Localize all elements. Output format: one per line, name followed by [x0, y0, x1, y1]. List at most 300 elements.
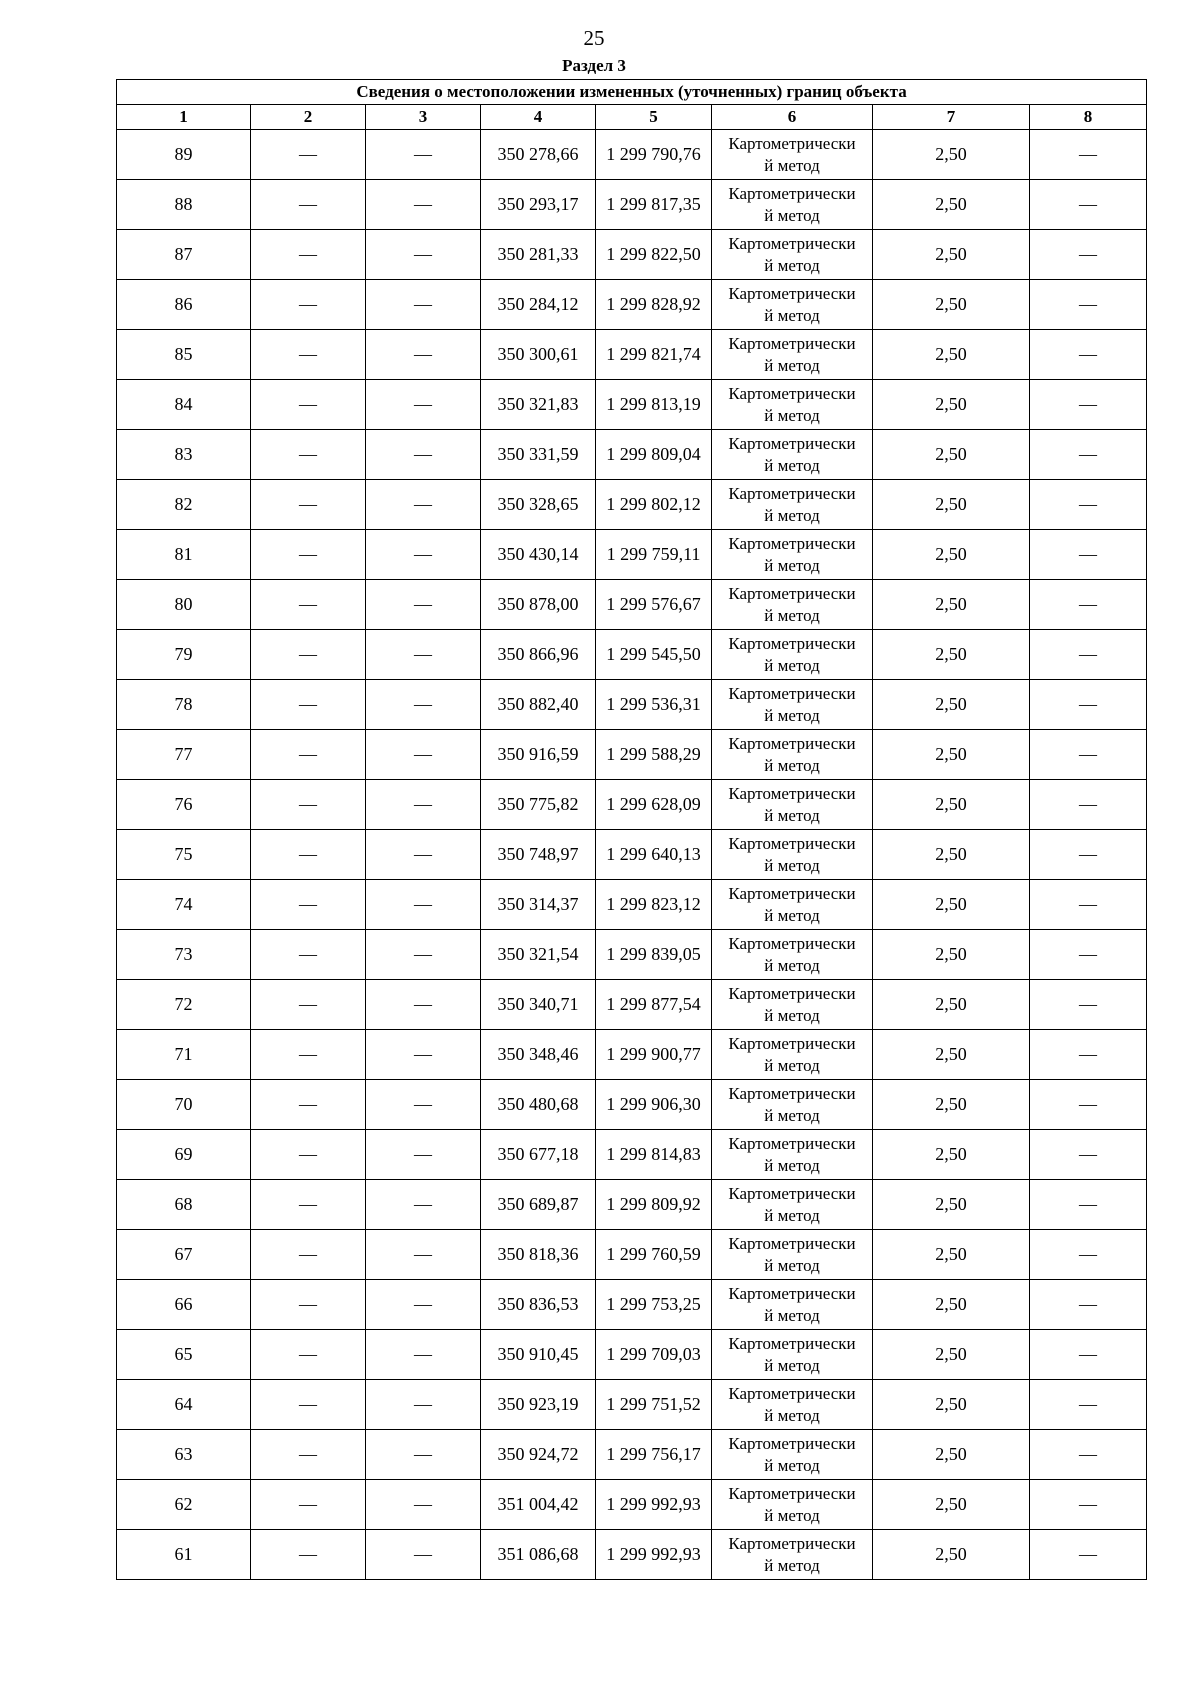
column-8-value: — [1030, 1030, 1147, 1080]
table-row [117, 1280, 1147, 1330]
method [712, 1480, 873, 1530]
method [712, 830, 873, 880]
x-coordinate: 350 293,17 [481, 180, 596, 230]
method-line-2: й метод [764, 605, 820, 625]
column-2-value: — [251, 930, 366, 980]
column-number: 8 [1030, 105, 1147, 130]
y-coordinate: 1 299 760,59 [596, 1230, 712, 1280]
column-8-value: — [1030, 280, 1147, 330]
column-2-value: — [251, 1480, 366, 1530]
method-line-2: й метод [764, 755, 820, 775]
method-line-1: Картометрически [728, 1033, 856, 1053]
column-3-value: — [366, 1480, 481, 1530]
y-coordinate: 1 299 906,30 [596, 1080, 712, 1130]
column-3-value: — [366, 330, 481, 380]
method [712, 730, 873, 780]
x-coordinate: 350 866,96 [481, 630, 596, 680]
column-8-value: — [1030, 130, 1147, 180]
x-coordinate: 350 748,97 [481, 830, 596, 880]
y-coordinate: 1 299 628,09 [596, 780, 712, 830]
method [712, 1130, 873, 1180]
accuracy-value: 2,50 [873, 980, 1030, 1030]
accuracy-value: 2,50 [873, 780, 1030, 830]
method-line-2: й метод [764, 1255, 820, 1275]
y-coordinate: 1 299 756,17 [596, 1430, 712, 1480]
method-line-1: Картометрически [728, 733, 856, 753]
method-line-1: Картометрически [728, 183, 856, 203]
method [712, 1380, 873, 1430]
column-2-value: — [251, 180, 366, 230]
x-coordinate: 350 480,68 [481, 1080, 596, 1130]
column-2-value: — [251, 1380, 366, 1430]
accuracy-value: 2,50 [873, 730, 1030, 780]
method [712, 1330, 873, 1380]
column-number-row [117, 105, 1147, 130]
method-line-1: Картометрически [728, 1383, 856, 1403]
column-3-value: — [366, 530, 481, 580]
point-number: 89 [117, 130, 251, 180]
x-coordinate: 350 836,53 [481, 1280, 596, 1330]
column-8-value: — [1030, 1180, 1147, 1230]
method-line-1: Картометрически [728, 883, 856, 903]
method-line-1: Картометрически [728, 833, 856, 853]
accuracy-value: 2,50 [873, 680, 1030, 730]
x-coordinate: 350 328,65 [481, 480, 596, 530]
accuracy-value: 2,50 [873, 180, 1030, 230]
table-row [117, 630, 1147, 680]
point-number: 75 [117, 830, 251, 880]
y-coordinate: 1 299 877,54 [596, 980, 712, 1030]
x-coordinate: 350 775,82 [481, 780, 596, 830]
method [712, 130, 873, 180]
accuracy-value: 2,50 [873, 330, 1030, 380]
column-2-value: — [251, 680, 366, 730]
point-number: 69 [117, 1130, 251, 1180]
column-2-value: — [251, 980, 366, 1030]
method [712, 630, 873, 680]
point-number: 66 [117, 1280, 251, 1330]
method-line-1: Картометрически [728, 583, 856, 603]
x-coordinate: 350 923,19 [481, 1380, 596, 1430]
column-3-value: — [366, 1330, 481, 1380]
method-line-2: й метод [764, 205, 820, 225]
y-coordinate: 1 299 588,29 [596, 730, 712, 780]
column-8-value: — [1030, 680, 1147, 730]
column-2-value: — [251, 1230, 366, 1280]
table-row [117, 130, 1147, 180]
method-line-1: Картометрически [728, 233, 856, 253]
column-3-value: — [366, 1230, 481, 1280]
method-line-1: Картометрически [728, 433, 856, 453]
accuracy-value: 2,50 [873, 1330, 1030, 1380]
accuracy-value: 2,50 [873, 1080, 1030, 1130]
y-coordinate: 1 299 992,93 [596, 1480, 712, 1530]
point-number: 87 [117, 230, 251, 280]
column-2-value: — [251, 780, 366, 830]
column-8-value: — [1030, 380, 1147, 430]
y-coordinate: 1 299 759,11 [596, 530, 712, 580]
column-2-value: — [251, 880, 366, 930]
table-caption: Сведения о местоположении измененных (уточненных) границ объекта [117, 80, 1147, 105]
x-coordinate: 350 321,83 [481, 380, 596, 430]
column-2-value: — [251, 1330, 366, 1380]
method-line-2: й метод [764, 355, 820, 375]
column-3-value: — [366, 280, 481, 330]
y-coordinate: 1 299 709,03 [596, 1330, 712, 1380]
point-number: 80 [117, 580, 251, 630]
table-row [117, 430, 1147, 480]
point-number: 61 [117, 1530, 251, 1580]
column-number: 5 [596, 105, 712, 130]
point-number: 70 [117, 1080, 251, 1130]
column-3-value: — [366, 180, 481, 230]
method [712, 1080, 873, 1130]
accuracy-value: 2,50 [873, 830, 1030, 880]
column-8-value: — [1030, 430, 1147, 480]
column-8-value: — [1030, 1380, 1147, 1430]
point-number: 77 [117, 730, 251, 780]
method-line-2: й метод [764, 1005, 820, 1025]
accuracy-value: 2,50 [873, 1380, 1030, 1430]
point-number: 74 [117, 880, 251, 930]
method-line-1: Картометрически [728, 1183, 856, 1203]
accuracy-value: 2,50 [873, 1480, 1030, 1530]
column-3-value: — [366, 1130, 481, 1180]
method-line-2: й метод [764, 255, 820, 275]
column-2-value: — [251, 1530, 366, 1580]
accuracy-value: 2,50 [873, 480, 1030, 530]
point-number: 81 [117, 530, 251, 580]
accuracy-value: 2,50 [873, 1530, 1030, 1580]
y-coordinate: 1 299 813,19 [596, 380, 712, 430]
column-2-value: — [251, 730, 366, 780]
column-8-value: — [1030, 330, 1147, 380]
accuracy-value: 2,50 [873, 930, 1030, 980]
x-coordinate: 350 882,40 [481, 680, 596, 730]
column-8-value: — [1030, 230, 1147, 280]
method [712, 1430, 873, 1480]
column-2-value: — [251, 330, 366, 380]
table-row [117, 1430, 1147, 1480]
column-8-value: — [1030, 630, 1147, 680]
table-row [117, 780, 1147, 830]
x-coordinate: 350 284,12 [481, 280, 596, 330]
method [712, 280, 873, 330]
point-number: 79 [117, 630, 251, 680]
y-coordinate: 1 299 809,04 [596, 430, 712, 480]
point-number: 76 [117, 780, 251, 830]
table-row [117, 230, 1147, 280]
method-line-2: й метод [764, 855, 820, 875]
table-caption-row [117, 80, 1147, 105]
x-coordinate: 350 278,66 [481, 130, 596, 180]
column-3-value: — [366, 830, 481, 880]
method-line-1: Картометрически [728, 283, 856, 303]
column-3-value: — [366, 480, 481, 530]
y-coordinate: 1 299 576,67 [596, 580, 712, 630]
column-8-value: — [1030, 880, 1147, 930]
y-coordinate: 1 299 790,76 [596, 130, 712, 180]
table-row [117, 330, 1147, 380]
table-row [117, 1480, 1147, 1530]
x-coordinate: 350 878,00 [481, 580, 596, 630]
column-number: 6 [712, 105, 873, 130]
y-coordinate: 1 299 640,13 [596, 830, 712, 880]
column-3-value: — [366, 1180, 481, 1230]
x-coordinate: 350 281,33 [481, 230, 596, 280]
column-number: 7 [873, 105, 1030, 130]
x-coordinate: 350 677,18 [481, 1130, 596, 1180]
y-coordinate: 1 299 809,92 [596, 1180, 712, 1230]
method-line-1: Картометрически [728, 1083, 856, 1103]
column-2-value: — [251, 830, 366, 880]
table-row [117, 1130, 1147, 1180]
column-2-value: — [251, 430, 366, 480]
column-2-value: — [251, 230, 366, 280]
x-coordinate: 350 916,59 [481, 730, 596, 780]
column-2-value: — [251, 630, 366, 680]
table-row [117, 1080, 1147, 1130]
table-row [117, 680, 1147, 730]
method-line-2: й метод [764, 1455, 820, 1475]
page-number: 25 [583, 26, 605, 50]
column-number: 4 [481, 105, 596, 130]
column-3-value: — [366, 380, 481, 430]
column-8-value: — [1030, 1230, 1147, 1280]
column-2-value: — [251, 1180, 366, 1230]
column-2-value: — [251, 1030, 366, 1080]
column-8-value: — [1030, 1130, 1147, 1180]
method-line-2: й метод [764, 1155, 820, 1175]
table-row [117, 730, 1147, 780]
table-row [117, 480, 1147, 530]
column-2-value: — [251, 1130, 366, 1180]
x-coordinate: 350 818,36 [481, 1230, 596, 1280]
table-row [117, 280, 1147, 330]
column-2-value: — [251, 1280, 366, 1330]
x-coordinate: 350 314,37 [481, 880, 596, 930]
column-3-value: — [366, 1380, 481, 1430]
column-3-value: — [366, 880, 481, 930]
accuracy-value: 2,50 [873, 130, 1030, 180]
method [712, 580, 873, 630]
method-line-1: Картометрически [728, 383, 856, 403]
column-8-value: — [1030, 580, 1147, 630]
method [712, 230, 873, 280]
point-number: 85 [117, 330, 251, 380]
x-coordinate: 350 924,72 [481, 1430, 596, 1480]
accuracy-value: 2,50 [873, 580, 1030, 630]
method-line-1: Картометрически [728, 983, 856, 1003]
point-number: 84 [117, 380, 251, 430]
x-coordinate: 350 340,71 [481, 980, 596, 1030]
method-line-2: й метод [764, 655, 820, 675]
column-3-value: — [366, 430, 481, 480]
column-2-value: — [251, 1430, 366, 1480]
column-3-value: — [366, 930, 481, 980]
x-coordinate: 350 430,14 [481, 530, 596, 580]
column-2-value: — [251, 1080, 366, 1130]
method [712, 430, 873, 480]
method-line-1: Картометрически [728, 533, 856, 553]
x-coordinate: 350 910,45 [481, 1330, 596, 1380]
y-coordinate: 1 299 992,93 [596, 1530, 712, 1580]
column-8-value: — [1030, 1430, 1147, 1480]
accuracy-value: 2,50 [873, 380, 1030, 430]
column-8-value: — [1030, 530, 1147, 580]
y-coordinate: 1 299 900,77 [596, 1030, 712, 1080]
method-line-2: й метод [764, 905, 820, 925]
point-number: 72 [117, 980, 251, 1030]
column-3-value: — [366, 1080, 481, 1130]
x-coordinate: 351 004,42 [481, 1480, 596, 1530]
y-coordinate: 1 299 751,52 [596, 1380, 712, 1430]
method [712, 1030, 873, 1080]
method-line-2: й метод [764, 1205, 820, 1225]
method-line-1: Картометрически [728, 1333, 856, 1353]
y-coordinate: 1 299 823,12 [596, 880, 712, 930]
boundary-coordinates-table [116, 79, 1147, 1580]
method-line-1: Картометрически [728, 133, 856, 153]
point-number: 86 [117, 280, 251, 330]
column-8-value: — [1030, 1330, 1147, 1380]
x-coordinate: 350 331,59 [481, 430, 596, 480]
method-line-2: й метод [764, 505, 820, 525]
method [712, 780, 873, 830]
method-line-2: й метод [764, 155, 820, 175]
method-line-1: Картометрически [728, 933, 856, 953]
point-number: 68 [117, 1180, 251, 1230]
column-number: 1 [117, 105, 251, 130]
y-coordinate: 1 299 822,50 [596, 230, 712, 280]
method-line-2: й метод [764, 955, 820, 975]
y-coordinate: 1 299 545,50 [596, 630, 712, 680]
method-line-2: й метод [764, 555, 820, 575]
point-number: 67 [117, 1230, 251, 1280]
accuracy-value: 2,50 [873, 1130, 1030, 1180]
column-2-value: — [251, 130, 366, 180]
column-3-value: — [366, 1430, 481, 1480]
column-8-value: — [1030, 930, 1147, 980]
method-line-2: й метод [764, 1405, 820, 1425]
column-3-value: — [366, 1280, 481, 1330]
column-8-value: — [1030, 1530, 1147, 1580]
table-row [117, 580, 1147, 630]
point-number: 82 [117, 480, 251, 530]
section-title: Раздел 3 [562, 56, 626, 75]
y-coordinate: 1 299 817,35 [596, 180, 712, 230]
y-coordinate: 1 299 536,31 [596, 680, 712, 730]
accuracy-value: 2,50 [873, 630, 1030, 680]
x-coordinate: 350 689,87 [481, 1180, 596, 1230]
accuracy-value: 2,50 [873, 280, 1030, 330]
method [712, 680, 873, 730]
column-3-value: — [366, 1030, 481, 1080]
point-number: 62 [117, 1480, 251, 1530]
column-8-value: — [1030, 1080, 1147, 1130]
table-row [117, 380, 1147, 430]
method-line-2: й метод [764, 1505, 820, 1525]
y-coordinate: 1 299 839,05 [596, 930, 712, 980]
table-row [117, 980, 1147, 1030]
table-row [117, 1380, 1147, 1430]
accuracy-value: 2,50 [873, 1430, 1030, 1480]
y-coordinate: 1 299 802,12 [596, 480, 712, 530]
method-line-2: й метод [764, 405, 820, 425]
method [712, 980, 873, 1030]
method-line-1: Картометрически [728, 483, 856, 503]
point-number: 73 [117, 930, 251, 980]
column-8-value: — [1030, 480, 1147, 530]
table-body [117, 130, 1147, 1580]
table-row [117, 830, 1147, 880]
y-coordinate: 1 299 821,74 [596, 330, 712, 380]
method-line-2: й метод [764, 705, 820, 725]
method-line-1: Картометрически [728, 683, 856, 703]
column-2-value: — [251, 280, 366, 330]
method-line-2: й метод [764, 1055, 820, 1075]
method-line-1: Картометрически [728, 1283, 856, 1303]
method-line-1: Картометрически [728, 633, 856, 653]
column-number: 2 [251, 105, 366, 130]
method-line-2: й метод [764, 1105, 820, 1125]
x-coordinate: 351 086,68 [481, 1530, 596, 1580]
accuracy-value: 2,50 [873, 1230, 1030, 1280]
table-row [117, 1030, 1147, 1080]
method-line-2: й метод [764, 455, 820, 475]
y-coordinate: 1 299 753,25 [596, 1280, 712, 1330]
method-line-2: й метод [764, 1355, 820, 1375]
column-3-value: — [366, 580, 481, 630]
x-coordinate: 350 300,61 [481, 330, 596, 380]
accuracy-value: 2,50 [873, 230, 1030, 280]
table-row [117, 180, 1147, 230]
table-row [117, 1330, 1147, 1380]
point-number: 65 [117, 1330, 251, 1380]
method-line-2: й метод [764, 805, 820, 825]
column-8-value: — [1030, 780, 1147, 830]
method [712, 180, 873, 230]
column-8-value: — [1030, 830, 1147, 880]
column-number: 3 [366, 105, 481, 130]
column-3-value: — [366, 630, 481, 680]
method [712, 480, 873, 530]
point-number: 64 [117, 1380, 251, 1430]
point-number: 71 [117, 1030, 251, 1080]
accuracy-value: 2,50 [873, 530, 1030, 580]
x-coordinate: 350 321,54 [481, 930, 596, 980]
method [712, 530, 873, 580]
method [712, 880, 873, 930]
method-line-1: Картометрически [728, 1533, 856, 1553]
point-number: 78 [117, 680, 251, 730]
column-3-value: — [366, 680, 481, 730]
accuracy-value: 2,50 [873, 1180, 1030, 1230]
table-row [117, 1180, 1147, 1230]
column-3-value: — [366, 230, 481, 280]
column-2-value: — [251, 380, 366, 430]
method [712, 930, 873, 980]
method-line-1: Картометрически [728, 1433, 856, 1453]
column-8-value: — [1030, 180, 1147, 230]
column-2-value: — [251, 530, 366, 580]
column-8-value: — [1030, 1480, 1147, 1530]
column-8-value: — [1030, 980, 1147, 1030]
accuracy-value: 2,50 [873, 1280, 1030, 1330]
column-3-value: — [366, 130, 481, 180]
method-line-1: Картометрически [728, 1133, 856, 1153]
column-2-value: — [251, 480, 366, 530]
